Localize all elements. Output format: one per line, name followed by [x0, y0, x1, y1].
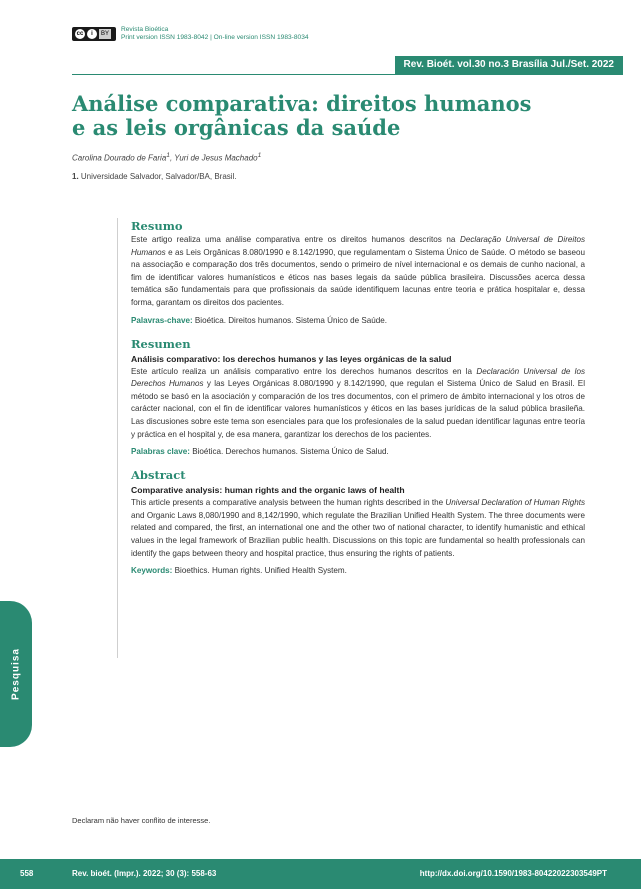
resumen-text-part: y las Leyes Orgánicas 8.080/1990 y 8.142/1990, que regulan el Sistema Único de Salud en Brasil. El método se basó en la asociación y comparación de los tres documentos, con el primero de ámbito internacional y los otros de carácter nacional, con el fin de identificar valores humanísticos y éticos en las bases jurídicas de la salud pública brasileña. Las discusiones sobre este tema son esenciales para que los profesionales de la salud puedan identificar lagunas entre teoría y práctica en el hospital y, de esa manera, garantizar los derechos de los pacientes.: [131, 379, 586, 439]
keywords-label: Keywords:: [131, 566, 173, 576]
keywords-label: Palabras clave:: [131, 447, 190, 457]
abstract-text-part: This article presents a comparative analysis between the human rights described in the: [131, 498, 446, 508]
abstract-keywords: [131, 565, 585, 577]
author-affiliation-mark: 1: [166, 152, 170, 159]
author-separator: ,: [169, 153, 175, 163]
conflict-of-interest-note: Declaram não haver conflito de interesse.: [72, 816, 211, 825]
attribution-icon: i: [87, 29, 97, 39]
resumen-heading: Resumen: [131, 336, 191, 351]
creative-commons-license-badge[interactable]: [72, 27, 116, 41]
abstract-heading: Abstract: [131, 468, 186, 483]
resumen-text-part: Este artículo realiza un análisis comparativo entre los derechos humanos descritos en la: [131, 366, 477, 376]
abstract-box: [131, 218, 585, 577]
doi-link[interactable]: http://dx.doi.org/10.1590/1983-80422022303549PT: [419, 869, 607, 878]
journal-issn: Print version ISSN 1983-8042 | On-line version ISSN 1983-8034: [121, 34, 309, 41]
keywords-label: Palavras-chave:: [131, 315, 193, 325]
author-name: Carolina Dourado de Faria: [72, 153, 167, 163]
resumo-keywords: [131, 315, 585, 327]
page-number: 558: [20, 869, 34, 878]
keywords-text: Bioética. Derechos humanos. Sistema Único de Salud.: [189, 447, 389, 457]
abstract-text-part: and Organic Laws 8,080/1990 and 8,142/1990, which regulate the Brazilian Unified Health System. The three documents were related and compared, the first, an international one and the other two of national character, to identify humanistic and ethical values in the legal framework of Brazilian public health. Discussions on this topic are fundamental so health professionals can identify the gaps between theory and hospital practice, thus ensuring the rights of patients.: [131, 510, 585, 558]
author-affiliation-mark: 1: [257, 152, 262, 159]
section-tab: [0, 601, 32, 747]
affiliation-text: Universidade Salvador, Salvador/BA, Brasil.: [80, 172, 237, 181]
resumen-text-emphasis: Declaración Universal de los Derechos Humanos: [131, 366, 585, 389]
abstract-box-rule: [117, 218, 118, 658]
resumo-text: [131, 234, 585, 310]
affiliation: [72, 172, 237, 181]
resumo-text-emphasis: Declaração Universal de Direitos Humanos: [131, 235, 585, 257]
resumo-heading: Resumo: [131, 219, 183, 233]
abstract-subtitle: Comparative analysis: human rights and the organic laws of health: [131, 485, 405, 496]
by-icon: BY: [100, 31, 109, 37]
resumo-text-part: e as Leis Orgânicas 8.080/1990 e 8.142/1990, que regulamentam o Sistema Único de Saúde. O método se baseou na associação e comparação dos três documentos, sendo o primeiro de nível internacional e os demais de cunho nacional, a fim de identificar valores humanísticos e éticos nas bases legais da saúde pública brasileira. Discussões acerca dessa temática são fundamentais para que profissionais da saúde identifiquem lacunas entre teoria e prática hospitalar e, dessa forma, garantam os direitos dos pacientes.: [131, 247, 585, 307]
article-title: Análise comparativa: direitos humanos e as leis orgânicas da saúde: [72, 91, 532, 140]
keywords-text: Bioética. Direitos humanos. Sistema Único de Saúde.: [192, 315, 388, 325]
page-footer: [0, 859, 641, 889]
section-tab-label: Pesquisa: [10, 648, 22, 700]
resumo-text-part: Este artigo realiza uma análise comparativa entre os direitos humanos descritos na: [131, 235, 461, 244]
resumen-keywords: [131, 446, 585, 458]
abstract-text: [131, 497, 585, 560]
resumen-subtitle: Análisis comparativo: los derechos humanos y las leyes orgánicas de la salud: [131, 353, 452, 364]
journal-info: [121, 26, 309, 42]
resumen-text: [131, 366, 585, 442]
author-name: Yuri de Jesus Machado: [174, 153, 258, 163]
journal-name: Revista Bioética: [121, 26, 169, 33]
affiliation-number: 1.: [72, 172, 79, 181]
keywords-text: Bioethics. Human rights. Unified Health System.: [172, 566, 347, 576]
footer-citation: Rev. bioét. (Impr.). 2022; 30 (3): 558-63: [72, 869, 217, 878]
abstract-text-emphasis: Universal Declaration of Human Rights: [445, 498, 585, 508]
cc-icon: cc: [76, 31, 84, 37]
issue-banner: Rev. Bioét. vol.30 no.3 Brasília Jul./Set. 2022: [395, 56, 623, 74]
author-list: [72, 152, 261, 163]
header-divider: [72, 74, 623, 75]
